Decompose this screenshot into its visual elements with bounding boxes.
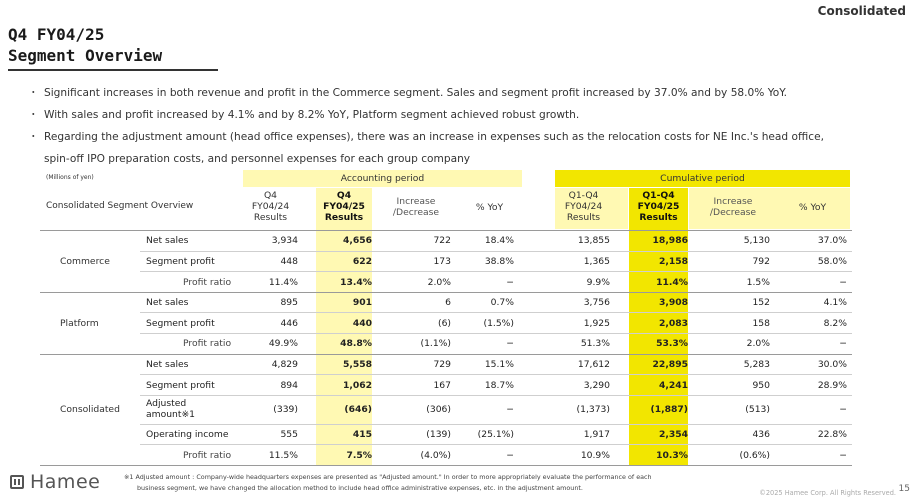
bullet-text: Regarding the adjustment amount (head office expenses), there was an increase in expenses such as the relocation costs for NE Inc.'s head office, xyxy=(44,131,824,143)
table-cell: 18,986 xyxy=(652,235,688,247)
hamee-logo-icon xyxy=(10,475,24,489)
table-cell: (25.1%) xyxy=(477,429,514,441)
table-cell: 18.7% xyxy=(484,379,514,391)
table-cell: 3,908 xyxy=(658,297,688,309)
table-cell: 950 xyxy=(752,379,770,391)
consolidated-badge: Consolidated xyxy=(817,4,906,18)
cumulative-period-header: Cumulative period xyxy=(660,173,745,184)
table-cell: 13.4% xyxy=(340,276,372,288)
page-title-line1: Q4 FY04/25 xyxy=(8,25,105,44)
table-cell: 58.0% xyxy=(817,255,847,267)
table-cell: 17,612 xyxy=(577,358,610,370)
table-cell: 11.4% xyxy=(268,276,298,288)
footnote-line: business segment, we have changed the allocation method to include head office administrative expenses, etc. in the adjustment amount. xyxy=(137,484,583,492)
row-rule xyxy=(140,374,852,375)
row-label: Profit ratio xyxy=(183,449,232,461)
summary-bullets xyxy=(34,82,909,170)
table-cell: 3,756 xyxy=(583,297,610,309)
table-cell: 4,656 xyxy=(342,235,372,247)
table-cell: 1,365 xyxy=(583,255,610,267)
table-cell: 792 xyxy=(752,255,770,267)
table-cell: (306) xyxy=(426,404,451,416)
column-header: Q1-Q4 xyxy=(568,190,599,201)
row-rule xyxy=(140,444,852,445)
table-cell: 722 xyxy=(433,235,451,247)
table-cell: 4,241 xyxy=(658,379,688,391)
table-cell: 5,558 xyxy=(342,358,372,370)
table-cell: 3,934 xyxy=(271,235,298,247)
column-header: Results xyxy=(253,212,288,223)
column-header: % YoY xyxy=(798,202,827,213)
units-label: (Millions of yen) xyxy=(46,174,94,181)
table-cell: 894 xyxy=(280,379,298,391)
table-cell: 152 xyxy=(752,297,770,309)
table-cell: 4,829 xyxy=(271,358,298,370)
column-header: /Decrease xyxy=(709,206,757,218)
page-title-line2: Segment Overview xyxy=(8,46,163,65)
table-cell: − xyxy=(839,276,847,288)
row-header: Consolidated Segment Overview xyxy=(46,201,194,211)
table-cell: 6 xyxy=(445,297,451,309)
row-label: Net sales xyxy=(146,358,189,370)
table-cell: − xyxy=(839,338,847,350)
table-cell: 173 xyxy=(433,255,451,267)
table-cell: (1,373) xyxy=(576,404,610,416)
row-label: Net sales xyxy=(146,235,189,247)
table-cell: 167 xyxy=(433,379,451,391)
table-cell: 1,925 xyxy=(583,317,610,329)
table-cell: (4.0%) xyxy=(420,449,451,461)
table-cell: 901 xyxy=(352,297,372,309)
footnote-line: ※1 Adjusted amount : Company-wide headquarters expenses are presented as "Adjusted amount." In order to more appropriately evaluate the performance of each xyxy=(124,473,652,481)
table-cell: 51.3% xyxy=(580,338,610,350)
row-rule xyxy=(140,333,852,334)
row-rule xyxy=(140,271,852,272)
row-label: Adjusted xyxy=(146,397,187,409)
table-cell: 11.5% xyxy=(268,449,298,461)
column-header: Q1-Q4 xyxy=(642,190,675,201)
group-bottom-rule xyxy=(40,292,852,293)
bullet-item xyxy=(34,126,909,170)
table-cell: 3,290 xyxy=(583,379,610,391)
table-cell: 37.0% xyxy=(817,235,847,247)
group-bottom-rule xyxy=(40,354,852,355)
table-cell: 53.3% xyxy=(656,338,688,350)
row-rule xyxy=(140,312,852,313)
bullet-text: With sales and profit increased by 4.1% and by 8.2% YoY, Platform segment achieved robust growth. xyxy=(44,109,580,121)
table-cell: 440 xyxy=(352,317,372,329)
table-cell: − xyxy=(506,449,514,461)
table-cell: 895 xyxy=(280,297,298,309)
group-label-commerce: Commerce xyxy=(60,255,110,267)
row-label: Operating income xyxy=(146,429,229,441)
bullet-text-continued: spin-off IPO preparation costs, and personnel expenses for each group company xyxy=(44,153,471,165)
table-cell: 2,083 xyxy=(658,317,688,329)
row-rule xyxy=(140,251,852,252)
column-header: Q4 xyxy=(336,190,352,201)
row-label: amount※1 xyxy=(146,408,195,420)
bullet-item xyxy=(34,82,909,104)
bullet-text: Significant increases in both revenue and profit in the Commerce segment. Sales and segment profit increased by 37.0% and by 58.0% YoY. xyxy=(44,87,787,99)
column-header: Increase xyxy=(396,195,436,207)
table-top-rule xyxy=(40,230,852,231)
table-cell: 10.3% xyxy=(656,449,688,461)
row-label: Profit ratio xyxy=(183,276,232,288)
table-cell: 729 xyxy=(433,358,451,370)
table-cell: (339) xyxy=(273,404,298,416)
table-cell: (646) xyxy=(344,404,372,416)
page-number: 15 xyxy=(898,484,910,494)
title-underline xyxy=(8,69,218,71)
row-label: Net sales xyxy=(146,297,189,309)
table-cell: 555 xyxy=(280,429,298,441)
row-rule xyxy=(140,395,852,396)
table-cell: (0.6%) xyxy=(739,449,770,461)
table-cell: 49.9% xyxy=(268,338,298,350)
accounting-period-header: Accounting period xyxy=(340,173,425,184)
table-cell: 4.1% xyxy=(823,297,847,309)
table-cell: 622 xyxy=(352,255,372,267)
bullet-item xyxy=(34,104,909,126)
table-cell: 48.8% xyxy=(340,338,372,350)
table-cell: 13,855 xyxy=(577,235,610,247)
column-header: % YoY xyxy=(475,202,504,213)
table-cell: 10.9% xyxy=(580,449,610,461)
table-cell: (6) xyxy=(437,317,451,329)
group-bottom-rule xyxy=(40,465,852,466)
table-cell: 5,283 xyxy=(743,358,770,370)
table-cell: 18.4% xyxy=(484,235,514,247)
column-header: FY04/25 xyxy=(637,201,680,212)
table-cell: 1.5% xyxy=(746,276,770,288)
table-cell: 446 xyxy=(280,317,298,329)
table-cell: 11.4% xyxy=(656,276,688,288)
column-header: /Decrease xyxy=(392,206,440,218)
table-cell: − xyxy=(506,404,514,416)
table-cell: 158 xyxy=(752,317,770,329)
table-cell: (513) xyxy=(745,404,770,416)
table-cell: 448 xyxy=(280,255,298,267)
table-cell: 22.8% xyxy=(817,429,847,441)
table-cell: 30.0% xyxy=(817,358,847,370)
row-label: Segment profit xyxy=(146,255,215,267)
column-header: Results xyxy=(566,212,601,223)
table-cell: 9.9% xyxy=(586,276,610,288)
table-cell: 415 xyxy=(352,429,372,441)
table-cell: (1,887) xyxy=(650,404,688,416)
table-cell: − xyxy=(506,276,514,288)
table-cell: 15.1% xyxy=(484,358,514,370)
row-rule xyxy=(140,424,852,425)
group-label-consolidated: Consolidated xyxy=(60,404,120,416)
table-cell: 2.0% xyxy=(427,276,451,288)
copyright: ©2025 Hamee Corp. All Rights Reserved. xyxy=(759,489,896,497)
row-label: Segment profit xyxy=(146,317,215,329)
table-cell: − xyxy=(506,338,514,350)
table-cell: 7.5% xyxy=(346,449,372,461)
column-header: FY04/24 xyxy=(251,201,290,212)
row-label: Profit ratio xyxy=(183,338,232,350)
column-header: Increase xyxy=(713,195,753,207)
table-cell: 2,158 xyxy=(658,255,688,267)
logo-text: Hamee xyxy=(30,471,101,493)
group-label-platform: Platform xyxy=(60,317,99,329)
table-cell: (1.5%) xyxy=(483,317,514,329)
column-header: Results xyxy=(324,212,364,223)
column-header: Q4 xyxy=(263,190,278,201)
table-cell: (1.1%) xyxy=(420,338,451,350)
table-cell: 5,130 xyxy=(743,235,770,247)
hamee-logo xyxy=(10,471,100,493)
footnote xyxy=(124,472,824,494)
column-header: FY04/25 xyxy=(323,201,365,212)
table-cell: (139) xyxy=(426,429,451,441)
page-title xyxy=(8,24,162,66)
table-cell: 436 xyxy=(752,429,770,441)
table-cell: 2.0% xyxy=(746,338,770,350)
table-cell: 38.8% xyxy=(484,255,514,267)
table-cell: 22,895 xyxy=(652,358,688,370)
table-cell: 1,062 xyxy=(342,379,372,391)
table-cell: − xyxy=(839,404,847,416)
table-cell: 1,917 xyxy=(583,429,610,441)
column-header: FY04/24 xyxy=(564,201,603,212)
row-label: Segment profit xyxy=(146,379,215,391)
column-header: Results xyxy=(639,212,678,223)
table-cell: 0.7% xyxy=(490,297,514,309)
table-cell: 8.2% xyxy=(823,317,847,329)
table-cell: 28.9% xyxy=(817,379,847,391)
table-cell: 2,354 xyxy=(658,429,688,441)
table-cell: − xyxy=(839,449,847,461)
